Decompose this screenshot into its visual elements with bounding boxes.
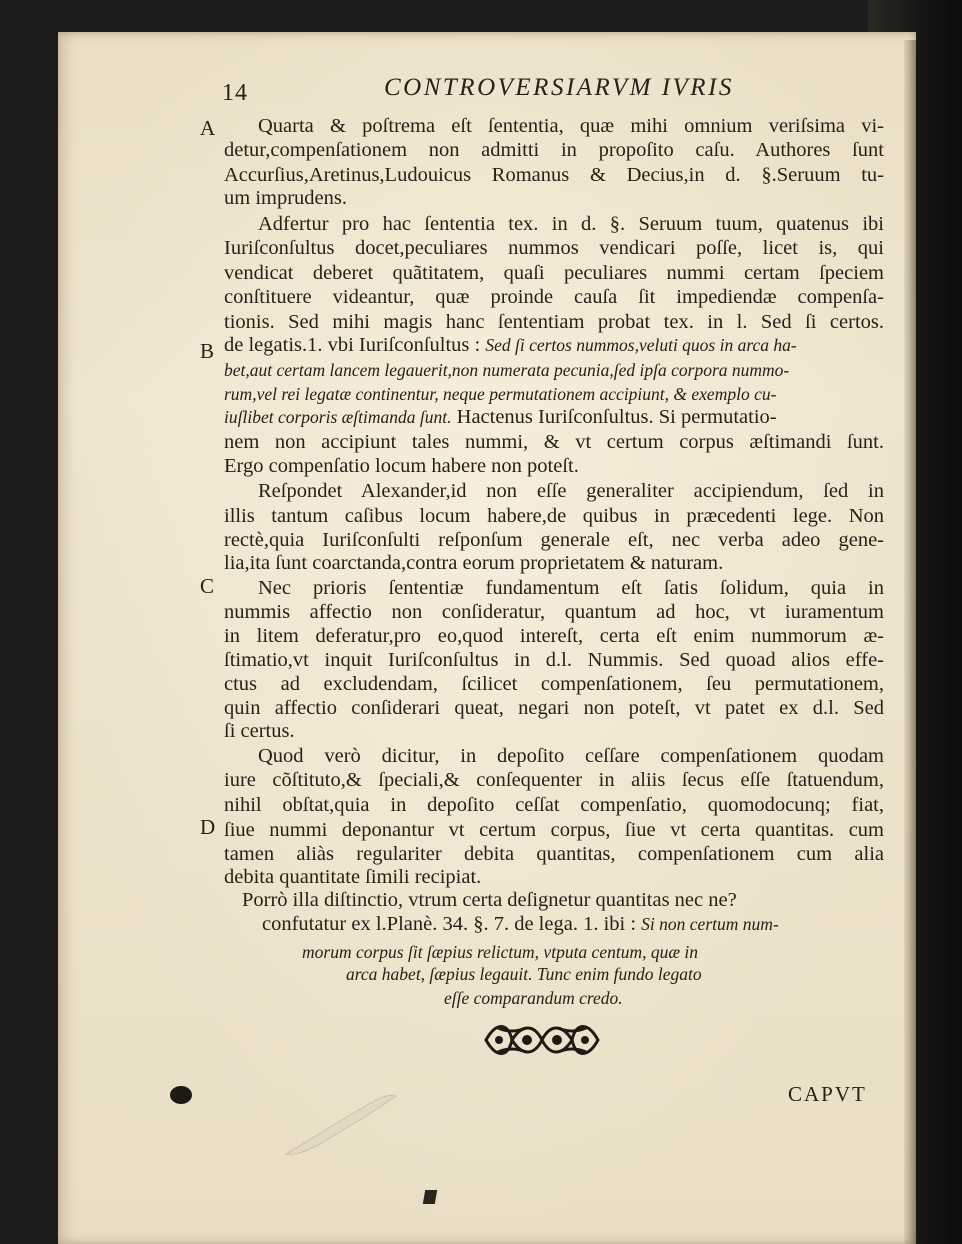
quotation-italic: Si non certum num- [641,914,779,934]
page-edge-shadow [904,40,916,1244]
text-line: nummis affectio non conſideratur, quantum ad hoc, vt iuramentum [224,601,884,623]
ink-blot [170,1086,192,1104]
text-line: quin affectio conſiderari queat, negari non poteſt, vt patet ex d.l. Sed [224,697,884,719]
text-line [262,913,779,936]
page-number: 14 [222,80,248,106]
quotation-italic-line: rum,vel rei legatæ continentur, neque permutationem accipiunt, & exemplo cu- [224,384,777,404]
margin-letter-d: D [200,815,216,839]
text-line: Quarta & poſtrema eſt ſententia, quæ mihi omnium veriſsima vi- [258,115,884,137]
text-line [224,334,797,357]
text-line: ctus ad excludendam, ſcilicet compenſationem, ſeu permutationem, [224,673,884,695]
text-line: Quod verò dicitur, in depoſito ceſſare compenſationem quodam [258,745,884,767]
running-title: CONTROVERSIARVM IVRIS [384,74,734,101]
paper-stain [280,1090,400,1160]
quotation-italic-line: bet,aut certam lancem legauerit,non numerata pecunia,ſed ipſa corpora nummo- [224,360,790,380]
text-line: lia,ita ſunt coarctanda,contra eorum proprietatem & naturam. [224,552,724,574]
text-line: ſiue nummi deponantur vt certum corpus, ſiue vt certa quantitas. cum [224,819,884,841]
text-line: detur,compenſationem non admitti in propoſito caſu. Authores ſunt [224,139,884,161]
text-line: ſtimatio,vt inquit Iuriſconſultus in d.l. Nummis. Sed quoad alios effe- [224,649,884,671]
text-line: vendicat deberet quãtitatem, quaſi peculiares nummi certam ſpeciem [224,262,884,284]
text-roman: Hactenus Iuriſconſultus. Si permutatio- [451,406,777,428]
quotation-italic: iuſlibet corporis æſtimanda ſunt. [224,407,452,427]
text-line: ſi certus. [224,720,295,742]
text-line: nem non accipiunt tales nummi, & vt certum corpus æſtimandi ſunt. [224,431,884,453]
text-line [224,406,777,429]
margin-letter-c: C [200,574,215,598]
text-line: um imprudens. [224,187,347,209]
text-line: Reſpondet Alexander,id non eſſe generaliter accipiendum, ſed in [258,480,884,502]
text-line: Porrò illa diſtinctio, vtrum certa deſignetur quantitas nec ne? [242,889,737,911]
text-line: Accurſius,Aretinus,Ludouicus Romanus & Decius,in d. §.Seruum tu- [224,164,884,186]
margin-letter-b: B [200,339,215,363]
margin-letter-a: A [200,116,216,140]
text-roman: confutatur ex l.Planè. 34. §. 7. de lega. 1. ibi : [262,913,642,935]
text-line: Nec prioris ſententiæ fundamentum eſt ſatis ſolidum, quia in [258,577,884,599]
text-line: debita quantitate ſimili recipiat. [224,866,482,888]
text-line: conſtituere videantur, quæ proinde cauſa ſit impediendæ compenſa- [224,286,884,308]
text-line: in litem deferatur,pro eo,quod intereſt, certa eſt enim nummorum æ- [224,625,884,647]
text-line: nihil obſtat,quia in depoſito ceſſat compenſatio, quomodocunq; fiat, [224,794,884,816]
printers-fleuron-ornament-icon [482,1018,602,1062]
text-line: Iuriſconſultus docet,peculiares nummos vendicari poſſe, licet is, qui [224,237,884,259]
text-line: iure cõſtituto,& ſpeciali,& conſequenter in aliis ſecus eſſe ſtatuendum, [224,769,884,791]
text-line: tionis. Sed mihi magis hanc ſententiam probat tex. in l. Sed ſi certos. [224,311,884,333]
text-line: tamen aliàs regulariter debita quantitas, compenſationem cum alia [224,843,884,865]
quotation-italic-line: eſſe comparandum credo. [444,988,623,1008]
text-roman: de legatis.1. vbi Iuriſconſultus : [224,334,486,356]
text-line: illis tantum caſibus locum habere,de quibus in præcedenti lege. Non [224,505,884,527]
text-line: Ergo compenſatio locum habere non poteſt. [224,455,579,477]
catchword: CAPVT [788,1082,867,1106]
text-line: rectè,quia Iuriſconſulti reſponſum generale eſt, nec verba adeo gene- [224,529,884,551]
quotation-italic-line: arca habet, ſæpius legauit. Tunc enim fundo legato [346,964,702,984]
ink-mark [423,1190,437,1204]
quotation-italic: Sed ſi certos nummos,veluti quos in arca ha- [485,335,797,355]
text-line: Adfertur pro hac ſententia tex. in d. §. Seruum tuum, quatenus ibi [258,213,884,235]
quotation-italic-line: morum corpus ſit ſæpius relictum, vtputa centum, quæ in [302,942,698,962]
